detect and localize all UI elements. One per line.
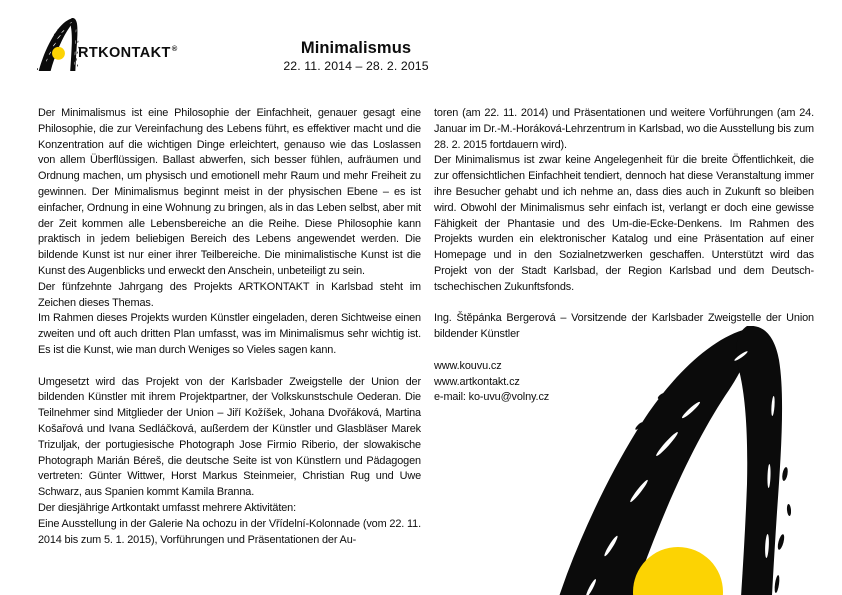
title-block bbox=[196, 39, 516, 73]
brand-text: RTKONTAKT bbox=[78, 45, 171, 61]
email-link[interactable]: e-mail: ko-uvu@volny.cz bbox=[434, 391, 550, 404]
brand-wordmark bbox=[78, 44, 178, 61]
paragraph: Der fünfzehnte Jahrgang des Projekts ARTKONTAKT in Karlsbad steht im Zeichen dieses Themas. bbox=[38, 280, 421, 309]
paragraph: Der Minimalismus ist eine Philosophie der Einfachheit, genauer gesagt eine Philosophie, die zur Vereinfachung des Lebens führt, es effektiver macht und die Konzentration auf die wichtigen Dinge erleichtert, genauso wie das Loslassen von allem Überflüssigen. Ballast abwerfen, sich besser fühlen, aufräumen und Ordnung machen, um physisch und emotionell mehr Raum und mehr Freiheit zu gewinnen. Der Minimalismus beginnt meist in der physischen Ebene – es ist einfacher, Ordnung in eine Wohnung zu bringen, als in das Leben selbst, aber mit der Zeit kommen alle Lebensbereiche an die Reihe. Diese Philosophie kann praktisch in jedem beliebigen Bereich des Lebens angewendet werden. Die bildende Kunst ist nur einer ihrer Teilbereiche. Die minimalistische Kunst ist die Kunst des Augenblicks und erweckt den Anschein, unbeteiligt zu sein. bbox=[38, 107, 421, 277]
brush-a-artwork bbox=[531, 326, 791, 595]
paragraph: toren (am 22. 11. 2014) und Präsentationen und weitere Vorführungen (am 24. Januar im Dr.-M.-Horáková-Lehrzentrum in Karlsbad, wo die Ausstellung bis zum 28. 2. 2015 fortdauern wird). bbox=[434, 107, 814, 151]
paragraph: Der Minimalismus ist zwar keine Angelegenheit für die breite Öffentlichkeit, die zur offensichtlichen Einfachheit tendiert, dennoch hat diese Veranstaltung immer ihre Besucher gehabt und ich nehme an, dass dies auch in Zukunft so bleiben wird. Obwohl der Minimalismus sehr einfach ist, verlangt er doch eine gewisse Fähigkeit der Phantasie und des Um-die-Ecke-Denkens. Im Rahmen des Projekts wurden ein elektronischer Katalog und eine Präsentation auf einer Homepage und in den Sozialnetzwerken geschaffen. Unterstützt wird das Projekt von der Stadt Karlsbad, der Region Karlsbad und dem Deutsch-tschechischen Zukunftsfonds. bbox=[434, 154, 814, 293]
text-block bbox=[434, 106, 814, 296]
page-title: Minimalismus bbox=[300, 39, 412, 57]
brush-a-icon bbox=[37, 18, 79, 71]
left-column bbox=[38, 106, 421, 548]
paragraph: Im Rahmen dieses Projekts wurden Künstler eingeladen, deren Sichtweise einen zweiten und oft auch dritten Plan umfasst, was im Minimalismus sehr wichtig ist. Es ist die Kunst, wie man durch Weniges so Vieles sagen kann. bbox=[38, 312, 421, 356]
website-link-artkontakt[interactable]: www.artkontakt.cz bbox=[434, 375, 520, 388]
exhibition-dates: 22. 11. 2014 – 28. 2. 2015 bbox=[283, 59, 429, 73]
text-block bbox=[38, 106, 421, 359]
registered-mark: ® bbox=[171, 44, 178, 53]
text-block bbox=[38, 375, 421, 549]
yellow-dot-icon bbox=[52, 47, 65, 60]
brush-a-large-icon bbox=[531, 326, 791, 595]
paragraph: Eine Ausstellung in der Galerie Na ochozu in der Vřídelní-Kolonnade (vom 22. 11. 2014 bis zum 5. 1. 2015), Vorführungen und Präsentationen der Au- bbox=[38, 517, 421, 546]
paragraph: Umgesetzt wird das Projekt von der Karlsbader Zweigstelle der Union der bildenden Künstler mit ihrem Projektpartner, der Volkskunstschule Oederan. Die Teilnehmer sind Mitglieder der Union – Jiří Kožíšek, Johana Dvořáková, Martina Košařová und Ivana Sedláčková, außerdem der Künstler und Glasbläser Marek Trizuljak, der portugiesische Photograph Jose Firmio Riberio, der slowakische Photograph Marián Béreš, die deutsche Seite ist von Künstlern und Pädagogen vertreten: Günter Wittwer, Horst Markus Steinmeier, Christian Rug und Uwe Schwarz, aus Spanien kommt Kamila Branna. bbox=[38, 375, 421, 499]
signature-line: Ing. Štěpánka Bergerová – Vorsitzende der Karlsbader Zweigstelle der Union bildender Künstler bbox=[434, 312, 814, 341]
paragraph: Der diesjährige Artkontakt umfasst mehrere Aktivitäten: bbox=[38, 501, 297, 514]
website-link-kouvu[interactable]: www.kouvu.cz bbox=[434, 359, 502, 372]
